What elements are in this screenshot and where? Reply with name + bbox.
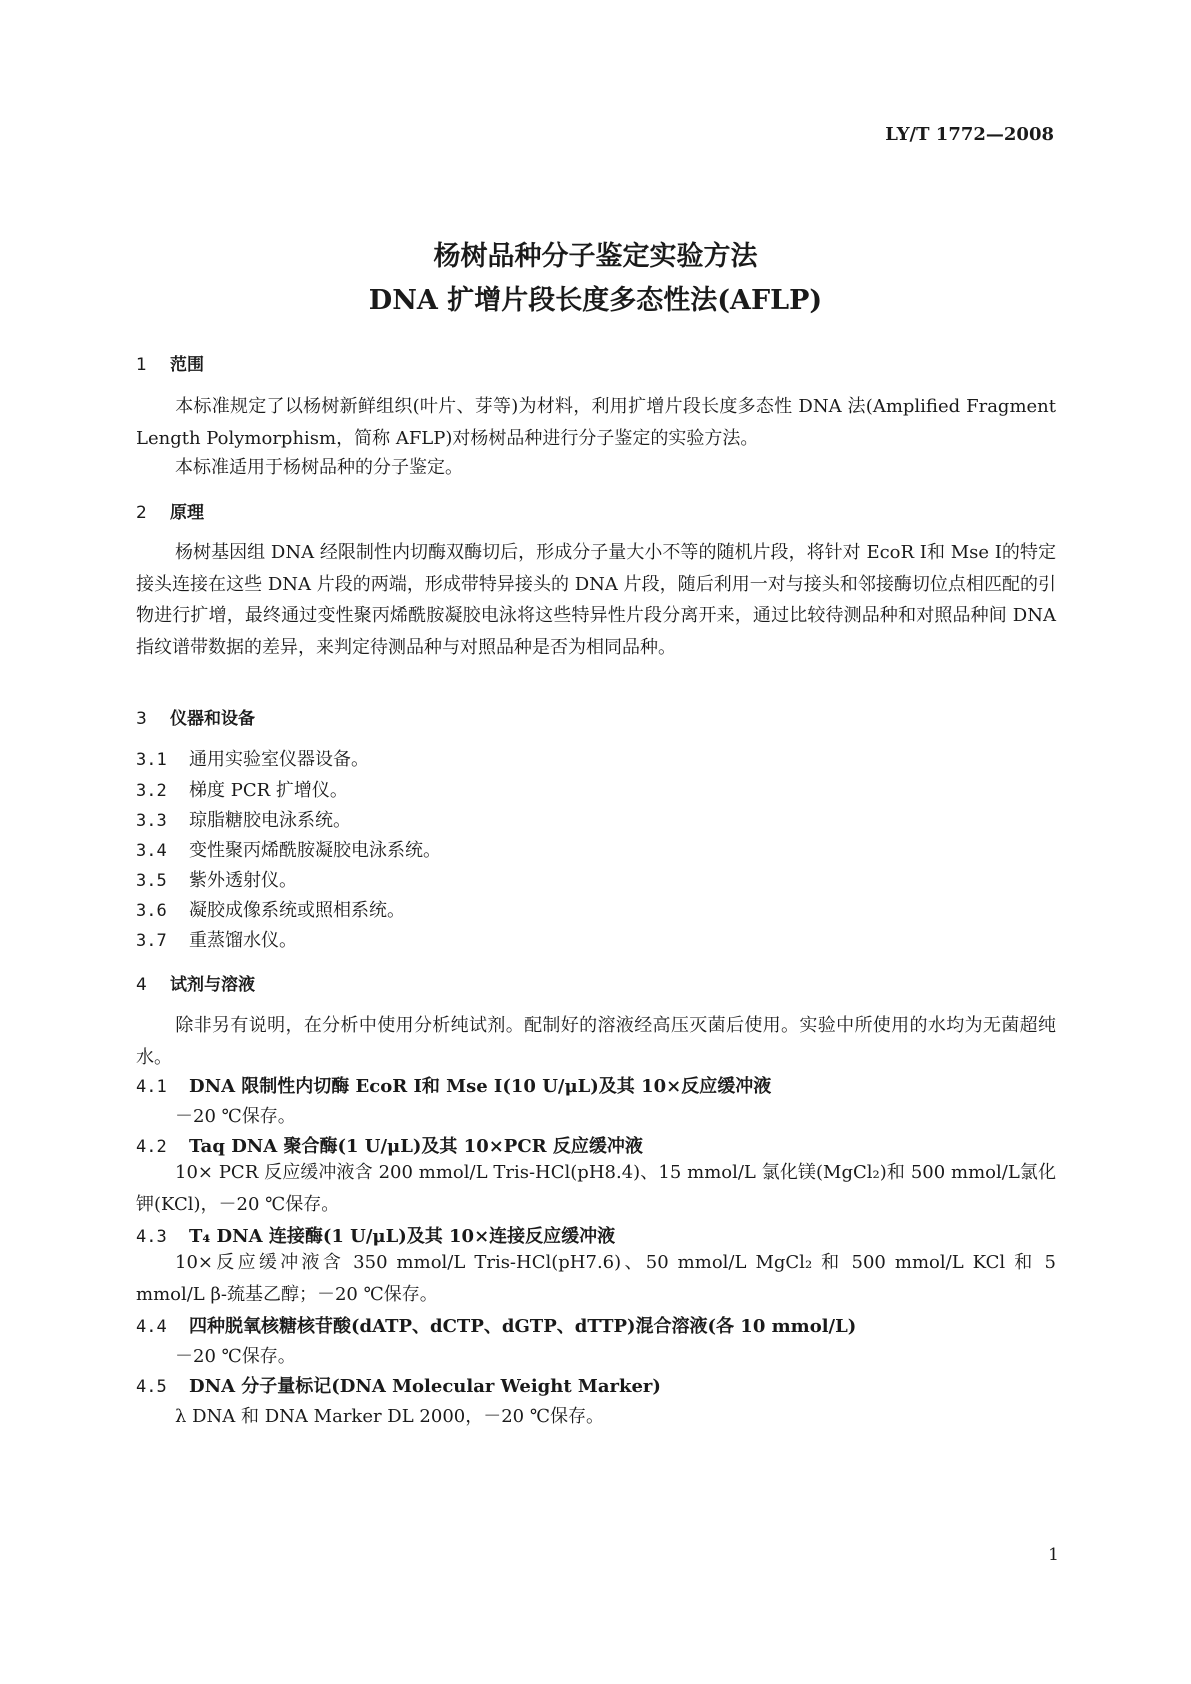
paragraph-text: 除非另有说明，在分析中使用分析纯试剂。配制好的溶液经高压灭菌后使用。实验中所使用的水均为无菌超纯水。	[136, 1015, 1056, 1068]
document-title: 杨树品种分子鉴定实验方法	[433, 241, 758, 272]
section-number: 3	[136, 709, 147, 729]
section-number: 2	[136, 503, 147, 523]
item-number: 3.7	[136, 931, 167, 951]
item-number: 4.1	[136, 1077, 167, 1097]
section-number: 4	[136, 975, 147, 995]
item-number: 3.6	[136, 901, 167, 921]
section-title: 仪器和设备	[170, 709, 255, 729]
item-text: 重蒸馏水仪。	[189, 930, 297, 951]
section-title: 范围	[170, 355, 204, 375]
subsection-heading	[136, 1132, 643, 1158]
subsection-heading	[136, 1222, 615, 1248]
item-text: 梯度 PCR 扩增仪。	[189, 780, 348, 801]
subsection-body: －20 ℃保存。	[175, 1106, 296, 1127]
item-text: 通用实验室仪器设备。	[189, 749, 369, 770]
item-number: 4.4	[136, 1317, 167, 1337]
list-item	[136, 926, 297, 952]
item-number: 3.1	[136, 750, 167, 770]
item-text: 凝胶成像系统或照相系统。	[189, 900, 405, 921]
paragraph-text: 本标准规定了以杨树新鲜组织(叶片、芽等)为材料，利用扩增片段长度多态性 DNA 法(Amplified Fragment Length Polymorphism，简称 AFLP)对杨树品种进行分子鉴定的实验方法。	[136, 396, 1056, 449]
item-number: 3.2	[136, 781, 167, 801]
standard-number: LY/T 1772—2008	[885, 124, 1054, 145]
subsection-body: λ DNA 和 DNA Marker DL 2000，－20 ℃保存。	[175, 1406, 604, 1427]
item-title: 四种脱氧核糖核苷酸(dATP、dCTP、dGTP、dTTP)混合溶液(各 10 mmol/L)	[189, 1316, 857, 1337]
item-title: DNA 分子量标记(DNA Molecular Weight Marker)	[189, 1376, 661, 1397]
section-heading-3	[136, 704, 255, 729]
subsection-heading	[136, 1372, 661, 1398]
section-title: 原理	[170, 503, 204, 523]
item-number: 3.5	[136, 871, 167, 891]
body-text: 10×反应缓冲液含 350 mmol/L Tris-HCl(pH7.6)、50 mmol/L MgCl₂ 和 500 mmol/L KCl 和 5 mmol/L β-巯基乙醇；－20 ℃保存。	[136, 1252, 1056, 1305]
subsection-body: －20 ℃保存。	[175, 1346, 296, 1367]
list-item	[136, 866, 297, 892]
list-item	[136, 745, 369, 771]
item-text: 琼脂糖胶电泳系统。	[189, 810, 351, 831]
subsection-body	[136, 1157, 1056, 1220]
paragraph	[136, 1010, 1056, 1073]
document-subtitle: DNA 扩增片段长度多态性法(AFLP)	[368, 285, 823, 316]
item-number: 3.3	[136, 811, 167, 831]
section-heading-1	[136, 350, 204, 375]
item-title: DNA 限制性内切酶 EcoR Ⅰ和 Mse Ⅰ(10 U/μL)及其 10×反应缓冲液	[189, 1076, 772, 1097]
page-number: 1	[1048, 1545, 1059, 1565]
item-number: 4.2	[136, 1137, 167, 1157]
item-title: Taq DNA 聚合酶(1 U/μL)及其 10×PCR 反应缓冲液	[189, 1136, 643, 1157]
list-item	[136, 776, 348, 802]
list-item	[136, 836, 441, 862]
list-item	[136, 896, 405, 922]
list-item	[136, 806, 351, 832]
paragraph-text: 本标准适用于杨树品种的分子鉴定。	[175, 457, 463, 478]
subsection-body	[136, 1247, 1056, 1310]
item-number: 4.3	[136, 1227, 167, 1247]
paragraph	[136, 537, 1056, 663]
subsection-heading	[136, 1072, 771, 1098]
section-heading-4	[136, 970, 255, 995]
subsection-heading	[136, 1312, 856, 1338]
body-text: 10× PCR 反应缓冲液含 200 mmol/L Tris-HCl(pH8.4)、15 mmol/L 氯化镁(MgCl₂)和 500 mmol/L氯化钾(KCl)，－20 ℃保存。	[136, 1162, 1056, 1215]
item-text: 紫外透射仪。	[189, 870, 297, 891]
item-number: 3.4	[136, 841, 167, 861]
section-heading-2	[136, 498, 204, 523]
item-text: 变性聚丙烯酰胺凝胶电泳系统。	[189, 840, 441, 861]
item-title: T₄ DNA 连接酶(1 U/μL)及其 10×连接反应缓冲液	[189, 1226, 616, 1247]
item-number: 4.5	[136, 1377, 167, 1397]
section-number: 1	[136, 355, 147, 375]
paragraph	[136, 452, 1056, 484]
paragraph-text: 杨树基因组 DNA 经限制性内切酶双酶切后，形成分子量大小不等的随机片段，将针对 EcoR Ⅰ和 Mse Ⅰ的特定接头连接在这些 DNA 片段的两端，形成带特异接头的 DNA 片段，随后利用一对与接头和邻接酶切位点相匹配的引物进行扩增，最终通过变性聚丙烯酰胺凝胶电泳将这些特异性片段分离开来，通过比较待测品种和对照品种间 DNA 指纹谱带数据的差异，来判定待测品种与对照品种是否为相同品种。	[136, 542, 1056, 658]
section-title: 试剂与溶液	[170, 975, 255, 995]
paragraph	[136, 391, 1056, 454]
